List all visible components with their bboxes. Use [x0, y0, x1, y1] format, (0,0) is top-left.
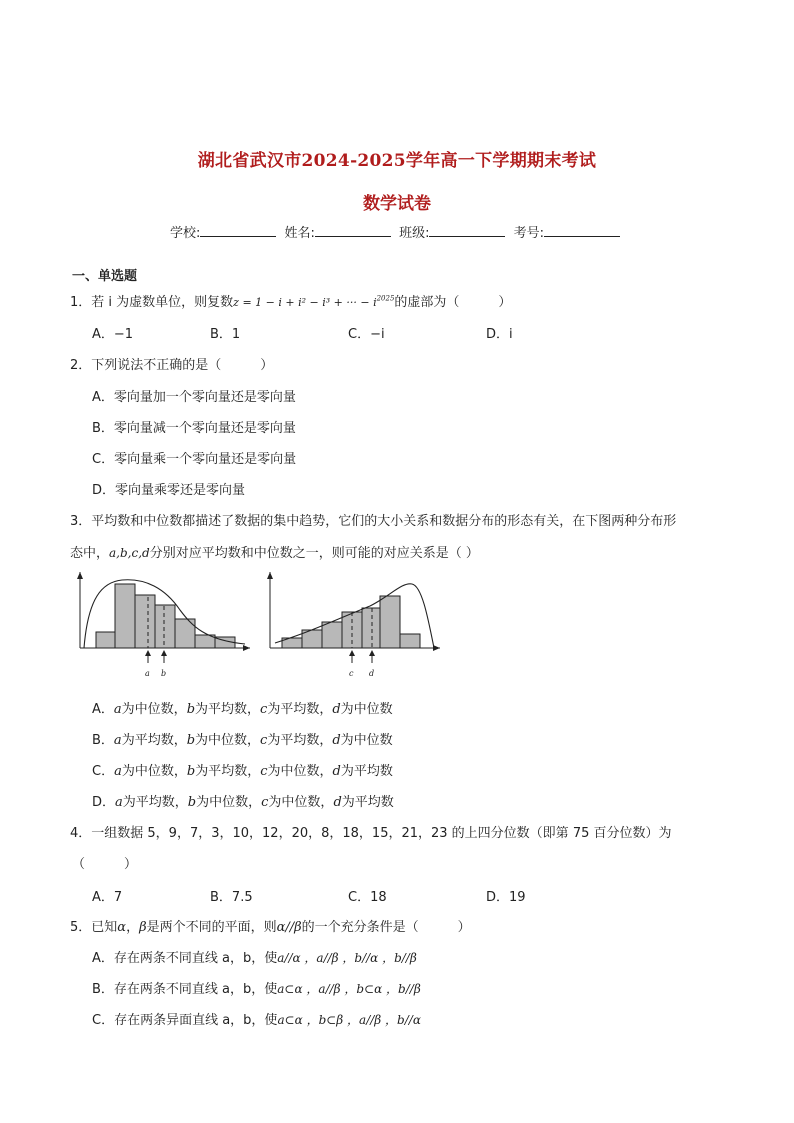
q1-formula: z = 1 − i + i² − i³ + ··· − i: [233, 296, 377, 309]
q2-option-a[interactable]: A．零向量加一个零向量还是零向量: [92, 390, 296, 405]
q3-vars: a,b,c,d: [109, 546, 150, 560]
q1-option-d[interactable]: D．i: [486, 327, 513, 342]
page-title: 湖北省武汉市2024-2025学年高一下学期期末考试: [197, 151, 597, 171]
chart-label-b: b: [161, 669, 167, 678]
q4-option-a[interactable]: A．7: [92, 890, 123, 905]
q5-option-c[interactable]: C．存在两条异面直线 a，b，使a⊂α ，b⊂β ，a//β ，b//α: [92, 1013, 421, 1028]
q4-option-b[interactable]: B．7.5: [210, 890, 253, 905]
q1-stem-post: 的虚部为（ ）: [394, 295, 512, 310]
page-subtitle: 数学试卷: [363, 194, 431, 214]
question-3-line-1: 3．平均数和中位数都描述了数据的集中趋势，它们的大小关系和数据分布的形态有关，在下图两种分布形: [70, 514, 677, 529]
q5-option-a[interactable]: A．存在两条不同直线 a，b，使a//α ，a//β ，b//α ，b//β: [92, 951, 417, 966]
q2-option-b[interactable]: B．零向量减一个零向量还是零向量: [92, 421, 296, 436]
question-3-line-2: [70, 542, 479, 561]
q2-option-d[interactable]: D．零向量乘零还是零向量: [92, 483, 246, 498]
school-blank[interactable]: [200, 224, 276, 237]
q3-option-a[interactable]: A．a为中位数，b为平均数，c为平均数，d为中位数: [92, 702, 393, 717]
q1-formula-sup: 2025: [376, 294, 395, 303]
question-4-line-2: （ ）: [72, 857, 138, 872]
q3-stem-pre: 态中，: [70, 546, 110, 561]
name-label: 姓名:: [284, 226, 315, 241]
q1-stem-pre: 1．若 i 为虚数单位，则复数: [70, 295, 234, 310]
right-distribution-chart: [267, 572, 440, 678]
question-5: 5．已知α，β是两个不同的平面，则α//β的一个充分条件是（ ）: [70, 920, 471, 935]
chart-label-c: c: [349, 669, 354, 678]
q2-option-c[interactable]: C．零向量乘一个零向量还是零向量: [92, 452, 297, 467]
q1-option-b[interactable]: B．1: [210, 327, 241, 342]
question-4-line-1: 4．一组数据 5，9，7，3，10，12，20，8，18，15，21，23 的上四分位数（即第 75 百分位数）为: [70, 826, 672, 841]
q1-option-c[interactable]: C．−i: [348, 327, 385, 342]
class-blank[interactable]: [429, 224, 505, 237]
q4-option-d[interactable]: D．19: [486, 890, 526, 905]
class-label: 班级:: [399, 226, 430, 241]
q5-option-b[interactable]: B．存在两条不同直线 a，b，使a⊂α ，a//β ，b⊂α ，b//β: [92, 982, 421, 997]
q3-option-c[interactable]: C．a为中位数，b为平均数，c为中位数，d为平均数: [92, 764, 393, 779]
left-distribution-chart: [77, 572, 250, 678]
q4-option-c[interactable]: C．18: [348, 890, 387, 905]
q3-distribution-figure: [70, 568, 450, 684]
chart-label-d: d: [369, 669, 375, 678]
section-heading: 一、单选题: [72, 269, 138, 284]
school-label: 学校:: [170, 226, 201, 241]
q3-option-d[interactable]: D．a为平均数，b为中位数，c为中位数，d为平均数: [92, 795, 394, 810]
student-info: [0, 222, 794, 241]
exam-number-blank[interactable]: [544, 224, 620, 237]
question-1: [70, 291, 511, 310]
q3-option-b[interactable]: B．a为平均数，b为中位数，c为平均数，d为中位数: [92, 733, 393, 748]
name-blank[interactable]: [315, 224, 391, 237]
q1-option-a[interactable]: A．−1: [92, 327, 134, 342]
exam-number-label: 考号:: [513, 226, 544, 241]
question-2: 2．下列说法不正确的是（ ）: [70, 358, 274, 373]
q3-stem-post: 分别对应平均数和中位数之一，则可能的对应关系是（ ）: [149, 546, 479, 561]
chart-label-a: a: [145, 669, 150, 678]
